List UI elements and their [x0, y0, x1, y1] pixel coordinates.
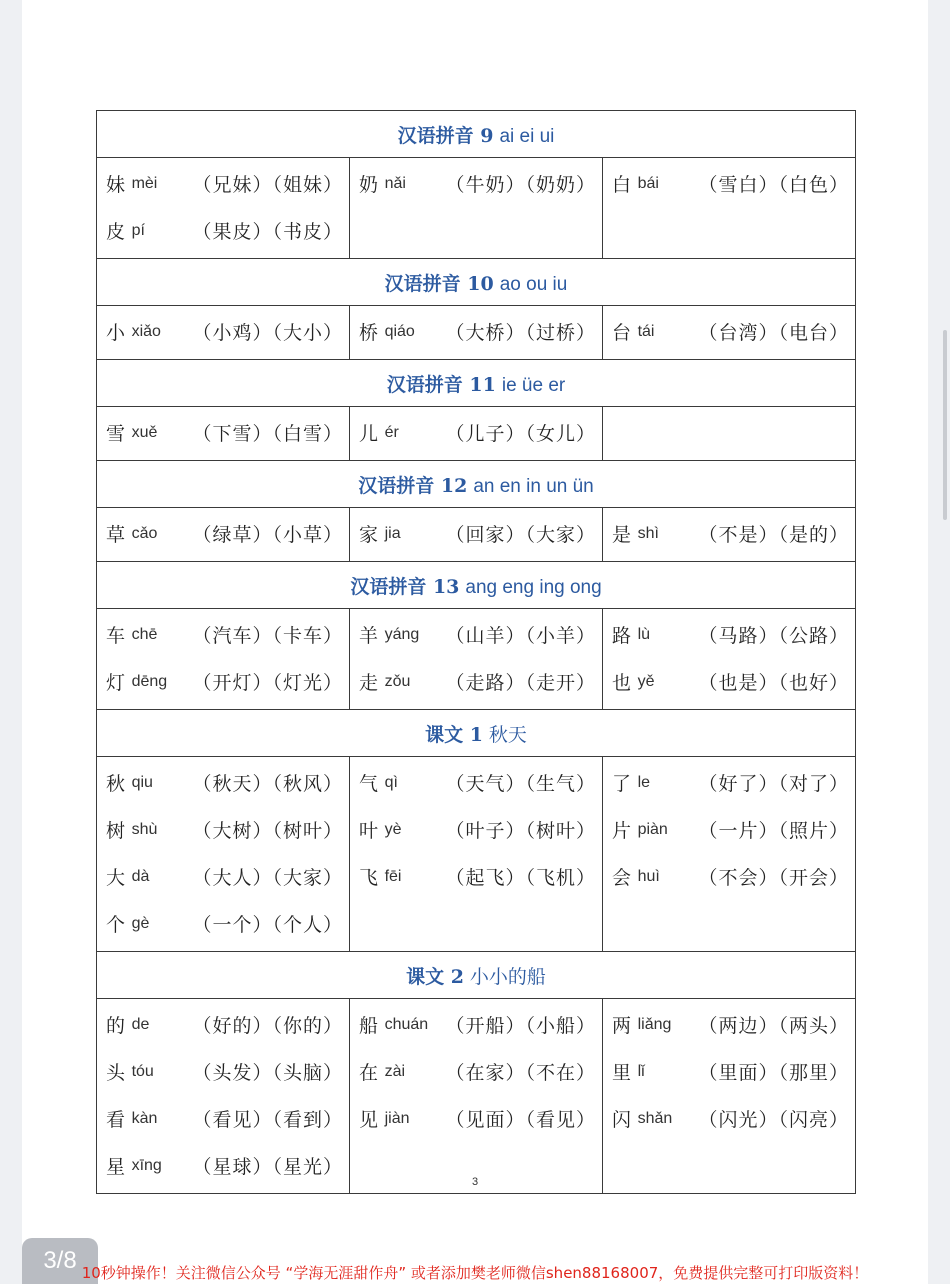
pinyin: xiǎo: [131, 322, 161, 340]
pinyin: shù: [131, 820, 158, 838]
pinyin: shì: [637, 524, 659, 542]
pinyin: nǎi: [384, 174, 406, 192]
character: 羊: [359, 625, 379, 647]
section-body-row: [97, 158, 856, 259]
vocab-entry: [612, 759, 849, 806]
section-title-text: 汉语拼音 9: [397, 124, 494, 147]
vocab-cell: [350, 407, 603, 461]
pinyin: piàn: [637, 820, 668, 838]
vocab-cell: [350, 158, 603, 259]
section-subtitle: ie üe er: [501, 374, 566, 396]
character: 家: [359, 524, 379, 546]
section-subtitle: 秋天: [488, 724, 527, 746]
pinyin: kàn: [131, 1109, 158, 1127]
pinyin: lǐ: [637, 1062, 645, 1080]
word-pairs: （星球）（星光）: [192, 1156, 343, 1178]
word-pairs: （在家）（不在）: [445, 1062, 596, 1084]
pinyin: shǎn: [637, 1109, 673, 1127]
word-pairs: （兄妹）（姐妹）: [192, 174, 343, 196]
character: 也: [612, 672, 632, 694]
character: 奶: [359, 174, 379, 196]
word-pairs: （也是）（也好）: [698, 672, 850, 694]
pinyin: chē: [131, 625, 158, 643]
word-pairs: （闪光）（闪亮）: [698, 1109, 850, 1131]
section-title: [97, 461, 856, 508]
vocab-entry: [106, 853, 343, 900]
character: 小: [106, 322, 126, 344]
character: 树: [106, 820, 126, 842]
vocab-entry: [359, 853, 596, 900]
word-pairs: （马路）（公路）: [698, 625, 850, 647]
character: 秋: [106, 773, 126, 795]
character: 路: [612, 625, 632, 647]
vocab-entry: [359, 160, 596, 207]
character: 见: [359, 1109, 379, 1131]
word-pairs: （牛奶）（奶奶）: [445, 174, 596, 196]
vocab-entry: [359, 806, 596, 853]
vocab-entry: [106, 1001, 343, 1048]
vocab-entry: [106, 900, 343, 947]
pinyin: liǎng: [637, 1015, 672, 1033]
section-body-row: [97, 609, 856, 710]
character: 了: [612, 773, 632, 795]
word-pairs: （好的）（你的）: [192, 1015, 343, 1037]
pinyin: bái: [637, 174, 659, 192]
vocab-cell: [350, 306, 603, 360]
section-title-text: 汉语拼音 13: [350, 575, 460, 598]
section-subtitle: ai ei ui: [499, 125, 555, 147]
character: 头: [106, 1062, 126, 1084]
vocab-entry: [612, 160, 849, 207]
vocab-entry: [612, 658, 849, 705]
vocab-cell: [350, 609, 603, 710]
vocab-entry: [612, 1095, 849, 1142]
pinyin: de: [131, 1015, 150, 1033]
pinyin: le: [637, 773, 651, 791]
word-pairs: （叶子）（树叶）: [445, 820, 596, 842]
vocab-cell: [350, 757, 603, 952]
word-pairs: （小鸡）（大小）: [192, 322, 343, 344]
pinyin: gè: [131, 914, 150, 932]
vocab-entry: [106, 308, 343, 355]
section-title: [97, 111, 856, 158]
word-pairs: （两边）（两头）: [698, 1015, 850, 1037]
word-pairs: （大桥）（过桥）: [445, 322, 596, 344]
word-pairs: （天气）（生气）: [445, 773, 596, 795]
section-header-row: [97, 562, 856, 609]
section-title: [97, 710, 856, 757]
vocab-entry: [106, 611, 343, 658]
vocab-entry: [106, 409, 343, 456]
vocab-cell: [97, 158, 350, 259]
vocab-cell: [97, 407, 350, 461]
vocab-entry: [612, 1048, 849, 1095]
section-body-row: [97, 407, 856, 461]
pinyin: zǒu: [384, 672, 411, 690]
pinyin: xuě: [131, 423, 158, 441]
pinyin: fēi: [384, 867, 402, 885]
character: 妹: [106, 174, 126, 196]
scrollbar[interactable]: [943, 330, 947, 520]
word-pairs: （儿子）（女儿）: [445, 423, 596, 445]
character: 船: [359, 1015, 379, 1037]
word-pairs: （起飞）（飞机）: [445, 867, 596, 889]
section-subtitle: 小小的船: [469, 966, 546, 988]
vocab-entry: [359, 611, 596, 658]
pinyin: yáng: [384, 625, 420, 643]
section-title: [97, 259, 856, 306]
section-header-row: [97, 259, 856, 306]
pinyin: mèi: [131, 174, 158, 192]
vocab-cell: [350, 999, 603, 1194]
vocab-entry: [359, 1095, 596, 1142]
empty-entry: [612, 409, 849, 456]
word-pairs: （看见）（看到）: [192, 1109, 343, 1131]
character: 大: [106, 867, 126, 889]
vocab-entry: [359, 1048, 596, 1095]
section-header-row: [97, 710, 856, 757]
vocab-entry: [106, 1095, 343, 1142]
section-title-text: 汉语拼音 11: [386, 373, 496, 396]
word-pairs: （头发）（头脑）: [192, 1062, 343, 1084]
vocab-cell: [97, 306, 350, 360]
vocab-entry: [359, 658, 596, 705]
character: 草: [106, 524, 126, 546]
pinyin: yè: [384, 820, 402, 838]
promo-banner: 10秒钟操作！关注微信公众号 “学海无涯甜作舟” 或者添加樊老师微信shen88168007，免费提供完整可打印版资料！: [81, 1264, 869, 1282]
character: 白: [612, 174, 632, 196]
vocab-cell: [97, 508, 350, 562]
section-title: [97, 952, 856, 999]
vocab-entry: [359, 1001, 596, 1048]
pinyin: yě: [637, 672, 655, 690]
section-title-text: 汉语拼音 12: [358, 474, 468, 497]
character: 儿: [359, 423, 379, 445]
vocab-cell: [603, 508, 856, 562]
word-pairs: （回家）（大家）: [445, 524, 596, 546]
section-body-row: [97, 508, 856, 562]
word-pairs: （秋天）（秋风）: [192, 773, 343, 795]
section-subtitle: an en in un ün: [473, 475, 594, 497]
section-body-row: [97, 757, 856, 952]
pinyin: dà: [131, 867, 150, 885]
word-pairs: （一个）（个人）: [192, 914, 343, 936]
pinyin: tái: [637, 322, 655, 340]
vocab-cell: [603, 158, 856, 259]
pinyin: dēng: [131, 672, 168, 690]
character: 气: [359, 773, 379, 795]
vocab-entry: [612, 1001, 849, 1048]
character: 星: [106, 1156, 126, 1178]
character: 闪: [612, 1109, 632, 1131]
word-pairs: （果皮）（书皮）: [192, 221, 343, 243]
word-pairs: （山羊）（小羊）: [445, 625, 596, 647]
vocab-entry: [612, 611, 849, 658]
section-header-row: [97, 461, 856, 508]
vocabulary-table: [96, 110, 856, 1194]
vocab-entry: [359, 409, 596, 456]
section-title: [97, 562, 856, 609]
word-pairs: （见面）（看见）: [445, 1109, 596, 1131]
pinyin: pí: [131, 221, 145, 239]
word-pairs: （台湾）（电台）: [698, 322, 850, 344]
section-title: [97, 360, 856, 407]
section-title-text: 课文 1: [425, 723, 483, 746]
pinyin: xīng: [131, 1156, 162, 1174]
character: 是: [612, 524, 632, 546]
character: 飞: [359, 867, 379, 889]
pinyin: cǎo: [131, 524, 158, 542]
character: 片: [612, 820, 632, 842]
page-counter: 3/8: [22, 1238, 98, 1284]
section-title-text: 课文 2: [406, 965, 464, 988]
vocab-entry: [359, 759, 596, 806]
vocab-cell: [603, 999, 856, 1194]
character: 里: [612, 1062, 632, 1084]
vocab-cell: [603, 757, 856, 952]
character: 雪: [106, 423, 126, 445]
pinyin: jiàn: [384, 1109, 410, 1127]
vocab-entry: [106, 658, 343, 705]
character: 皮: [106, 221, 126, 243]
pinyin: qì: [384, 773, 398, 791]
pinyin: tóu: [131, 1062, 154, 1080]
character: 走: [359, 672, 379, 694]
character: 两: [612, 1015, 632, 1037]
vocab-entry: [359, 510, 596, 557]
pinyin: jia: [384, 524, 401, 542]
vocab-entry: [612, 853, 849, 900]
section-header-row: [97, 360, 856, 407]
vocab-entry: [106, 1048, 343, 1095]
word-pairs: （雪白）（白色）: [698, 174, 850, 196]
vocab-entry: [612, 308, 849, 355]
character: 台: [612, 322, 632, 344]
word-pairs: （大人）（大家）: [192, 867, 343, 889]
character: 桥: [359, 322, 379, 344]
vocab-entry: [106, 510, 343, 557]
character: 会: [612, 867, 632, 889]
section-body-row: [97, 306, 856, 360]
page-number: 3: [471, 1176, 479, 1188]
section-header-row: [97, 111, 856, 158]
word-pairs: （不会）（开会）: [698, 867, 850, 889]
character: 在: [359, 1062, 379, 1084]
vocab-entry: [359, 308, 596, 355]
character: 个: [106, 914, 126, 936]
pinyin: huì: [637, 867, 660, 885]
word-pairs: （下雪）（白雪）: [192, 423, 343, 445]
vocab-cell: [97, 757, 350, 952]
pinyin: ér: [384, 423, 399, 441]
section-subtitle: ao ou iu: [499, 273, 568, 295]
character: 的: [106, 1015, 126, 1037]
character: 灯: [106, 672, 126, 694]
pinyin: lù: [637, 625, 651, 643]
word-pairs: （走路）（走开）: [445, 672, 596, 694]
pinyin: zài: [384, 1062, 406, 1080]
vocab-entry: [612, 806, 849, 853]
word-pairs: （里面）（那里）: [698, 1062, 850, 1084]
vocab-cell: [603, 609, 856, 710]
pinyin: qiu: [131, 773, 153, 791]
vocab-entry: [612, 510, 849, 557]
vocab-entry: [106, 806, 343, 853]
section-title-text: 汉语拼音 10: [384, 272, 494, 295]
vocab-cell: [603, 407, 856, 461]
character: 看: [106, 1109, 126, 1131]
section-subtitle: ang eng ing ong: [465, 576, 602, 598]
word-pairs: （绿草）（小草）: [192, 524, 343, 546]
word-pairs: （一片）（照片）: [698, 820, 850, 842]
vocab-cell: [350, 508, 603, 562]
word-pairs: （开灯）（灯光）: [192, 672, 343, 694]
word-pairs: （大树）（树叶）: [192, 820, 343, 842]
section-body-row: [97, 999, 856, 1194]
character: 车: [106, 625, 126, 647]
vocab-cell: [97, 609, 350, 710]
word-pairs: （汽车）（卡车）: [192, 625, 343, 647]
section-header-row: [97, 952, 856, 999]
vocab-entry: [106, 160, 343, 207]
word-pairs: （好了）（对了）: [698, 773, 850, 795]
pinyin: qiáo: [384, 322, 415, 340]
character: 叶: [359, 820, 379, 842]
vocab-cell: [603, 306, 856, 360]
pinyin: chuán: [384, 1015, 429, 1033]
vocab-entry: [106, 759, 343, 806]
vocab-cell: [97, 999, 350, 1194]
word-pairs: （不是）（是的）: [698, 524, 850, 546]
vocab-entry: [106, 207, 343, 254]
word-pairs: （开船）（小船）: [445, 1015, 596, 1037]
